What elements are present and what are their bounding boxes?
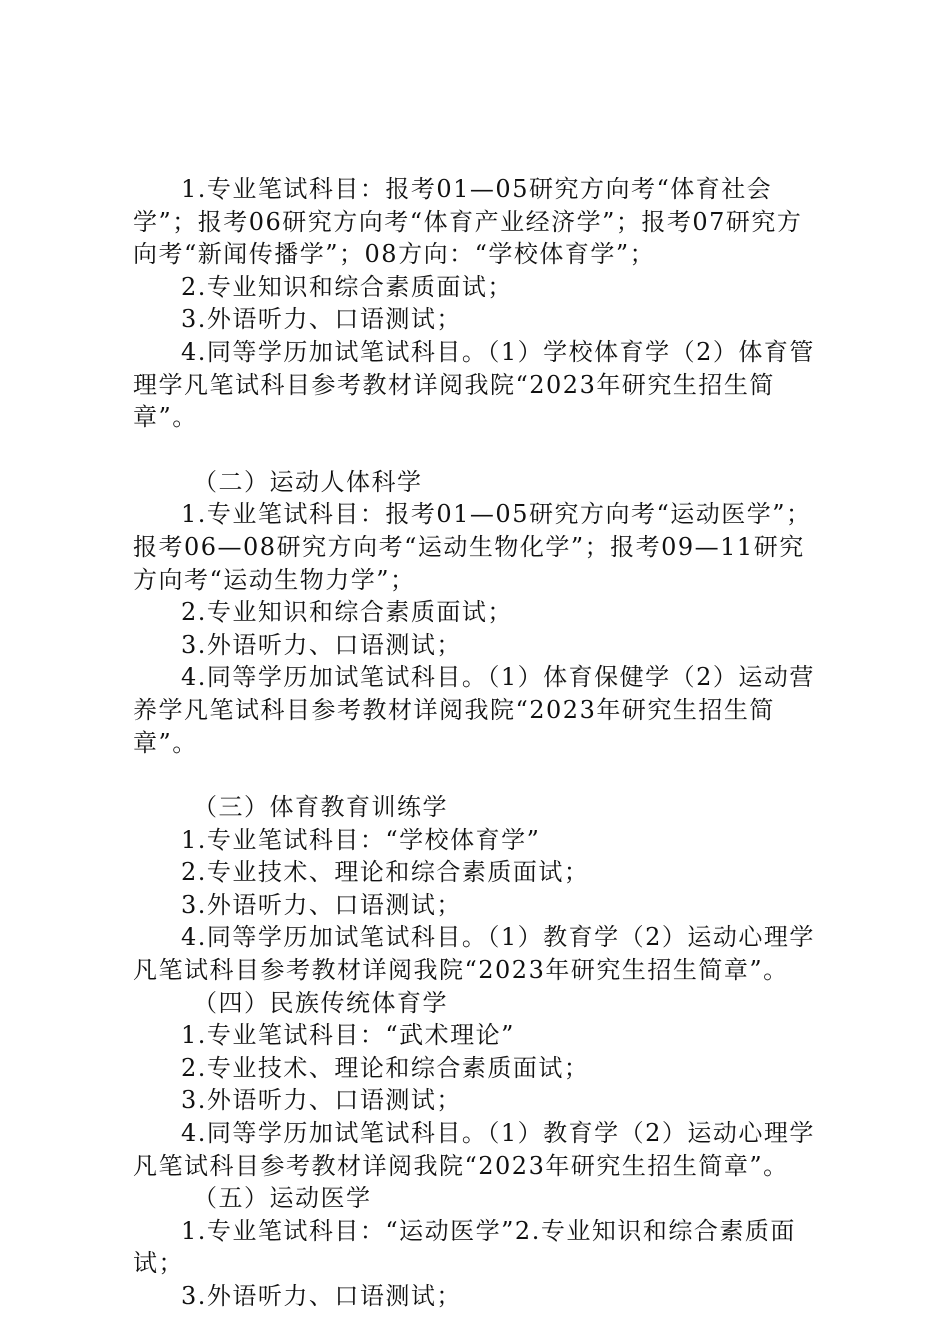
section-2 xyxy=(133,466,823,759)
section-1 xyxy=(133,173,823,434)
section-4 xyxy=(133,987,823,1183)
section-2-heading: （二）运动人体科学 xyxy=(193,467,423,496)
paragraph-gap xyxy=(133,434,823,466)
section-5-item-2: 3.外语听力、口语测试； xyxy=(181,1282,462,1310)
section-2-item-2: 2.专业知识和综合素质面试； xyxy=(181,598,513,627)
section-2-item-4: 4.同等学历加试笔试科目。（1）体育保健学（2）运动营养学凡笔试科目参考教材详阅我院“2023年研究生招生简章”。 xyxy=(133,663,815,757)
section-2-item-1: 1.专业笔试科目：报考01—05研究方向考“运动医学”；报考06—08研究方向考“运动生物化学”；报考09—11研究方向考“运动生物力学”； xyxy=(133,500,812,594)
paragraph-gap xyxy=(133,759,823,791)
section-3-item-1: 1.专业笔试科目：“学校体育学” xyxy=(181,825,541,854)
document-body xyxy=(133,173,823,1313)
section-1-item-2: 2.专业知识和综合素质面试； xyxy=(181,272,513,301)
section-3 xyxy=(133,791,823,987)
section-4-item-4: 4.同等学历加试笔试科目。（1）教育学（2）运动心理学凡笔试科目参考教材详阅我院“2023年研究生招生简章”。 xyxy=(133,1119,815,1180)
section-5-heading: （五）运动医学 xyxy=(193,1184,372,1213)
section-5-item-1: 1.专业笔试科目：“运动医学”2.专业知识和综合素质面试； xyxy=(133,1216,796,1278)
section-1-item-4: 4.同等学历加试笔试科目。（1）学校体育学（2）体育管理学凡笔试科目参考教材详阅我院“2023年研究生招生简章”。 xyxy=(133,337,815,432)
section-3-item-4: 4.同等学历加试笔试科目。（1）教育学（2）运动心理学凡笔试科目参考教材详阅我院“2023年研究生招生简章”。 xyxy=(133,923,815,985)
section-3-item-2: 2.专业技术、理论和综合素质面试； xyxy=(181,858,590,887)
section-1-item-1: 1.专业笔试科目：报考01—05研究方向考“体育社会学”；报考06研究方向考“体育产业经济学”；报考07研究方向考“新闻传播学”；08方向：“学校体育学”； xyxy=(133,175,803,269)
section-4-item-3: 3.外语听力、口语测试； xyxy=(181,1086,462,1115)
section-2-item-3: 3.外语听力、口语测试； xyxy=(181,630,462,659)
section-3-heading: （三）体育教育训练学 xyxy=(193,793,448,822)
section-4-item-2: 2.专业技术、理论和综合素质面试； xyxy=(181,1053,590,1082)
section-5 xyxy=(133,1182,823,1312)
section-1-item-3: 3.外语听力、口语测试； xyxy=(181,305,462,334)
section-4-heading: （四）民族传统体育学 xyxy=(193,988,448,1017)
section-4-item-1: 1.专业笔试科目：“武术理论” xyxy=(181,1021,515,1050)
section-3-item-3: 3.外语听力、口语测试； xyxy=(181,890,462,919)
